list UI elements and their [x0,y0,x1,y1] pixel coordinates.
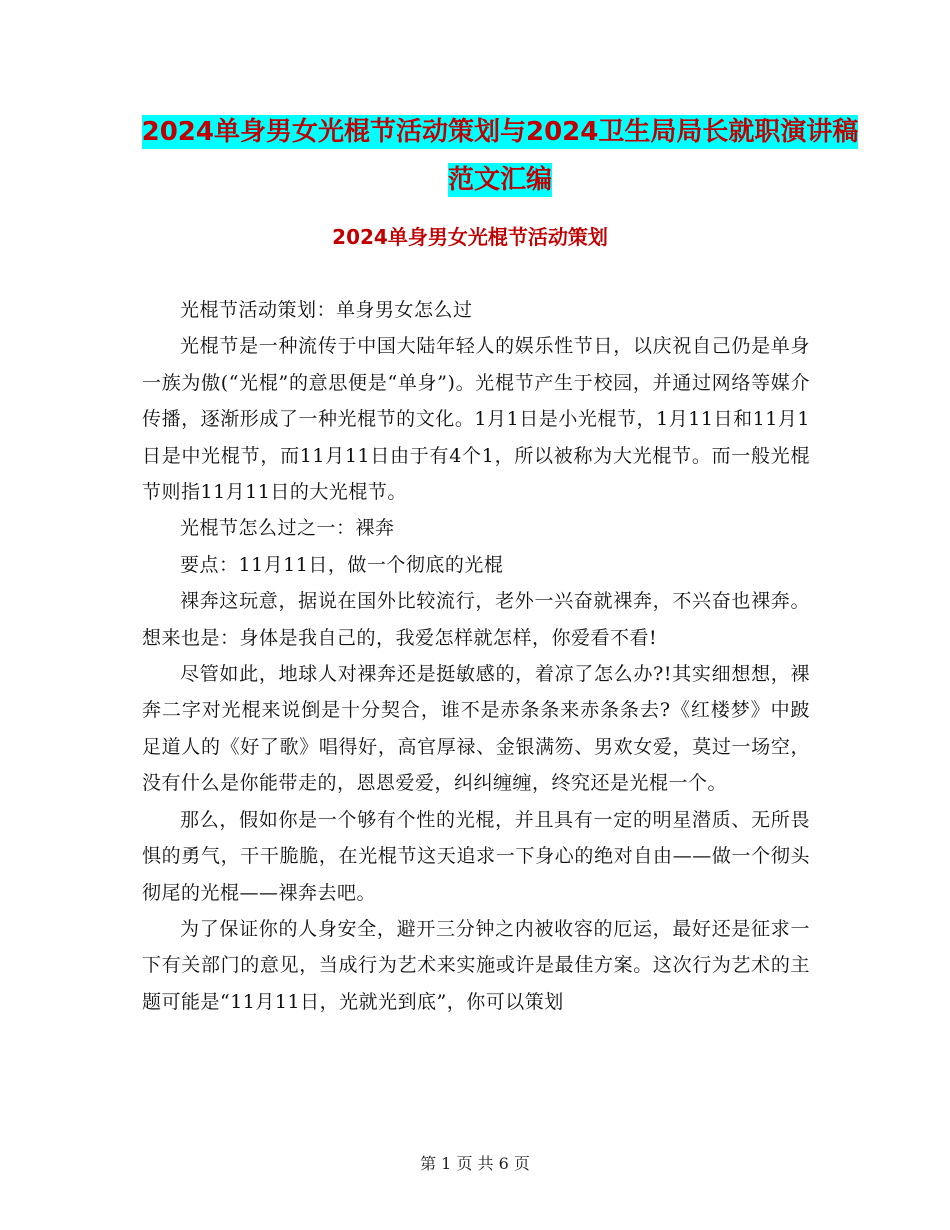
document-title-text: 2024单身男女光棍节活动策划与2024卫生局局长就职演讲稿范文汇编 [141,117,859,195]
document-title [140,108,860,204]
paragraph: 要点：11月11日，做一个彻底的光棍 [180,553,504,576]
paragraph: 为了保证你的人身安全，避开三分钟之内被收容的厄运，最好还是征求一下有关部门的意见，当成行为艺术来实施或许是最佳方案。这次行为艺术的主题可能是“11月11日，光就光到底”，你可以策划 [142,917,810,1013]
paragraph: 光棍节活动策划：单身男女怎么过 [180,299,473,321]
paragraph: 裸奔这玩意，据说在国外比较流行，老外一兴奋就裸奔，不兴奋也裸奔。想来也是：身体是我自己的，我爱怎样就怎样，你爱看不看! [142,590,810,649]
page-footer: 第 1 页 共 6 页 [420,1154,530,1173]
document-body [142,292,810,1020]
paragraph: 那么，假如你是一个够有个性的光棍，并且具有一定的明星潜质、无所畏惧的勇气，干干脆脆，在光棍节这天追求一下身心的绝对自由——做一个彻头彻尾的光棍——裸奔去吧。 [142,808,810,904]
paragraph: 尽管如此，地球人对裸奔还是挺敏感的，着凉了怎么办?!其实细想想，裸奔二字对光棍来说倒是十分契合，谁不是赤条条来赤条条去?《红楼梦》中跛足道人的《好了歌》唱得好，高官厚禄、金银满笏、男欢女爱，莫过一场空，没有什么是你能带走的，恩恩爱爱，纠纠缠缠，终究还是光棍一个。 [142,663,810,795]
paragraph: 光棍节是一种流传于中国大陆年轻人的娱乐性节日，以庆祝自己仍是单身一族为傲(“光棍”的意思便是“单身”)。光棍节产生于校园，并通过网络等媒介传播，逐渐形成了一种光棍节的文化。1月1日是小光棍节，1月11日和11月1日是中光棍节，而11月11日由于有4个1，所以被称为大光棍节。而一般光棍节则指11月11日的大光棍节。 [142,335,810,504]
paragraph: 光棍节怎么过之一：裸奔 [180,517,395,540]
section-title: 2024单身男女光棍节活动策划 [332,225,608,249]
